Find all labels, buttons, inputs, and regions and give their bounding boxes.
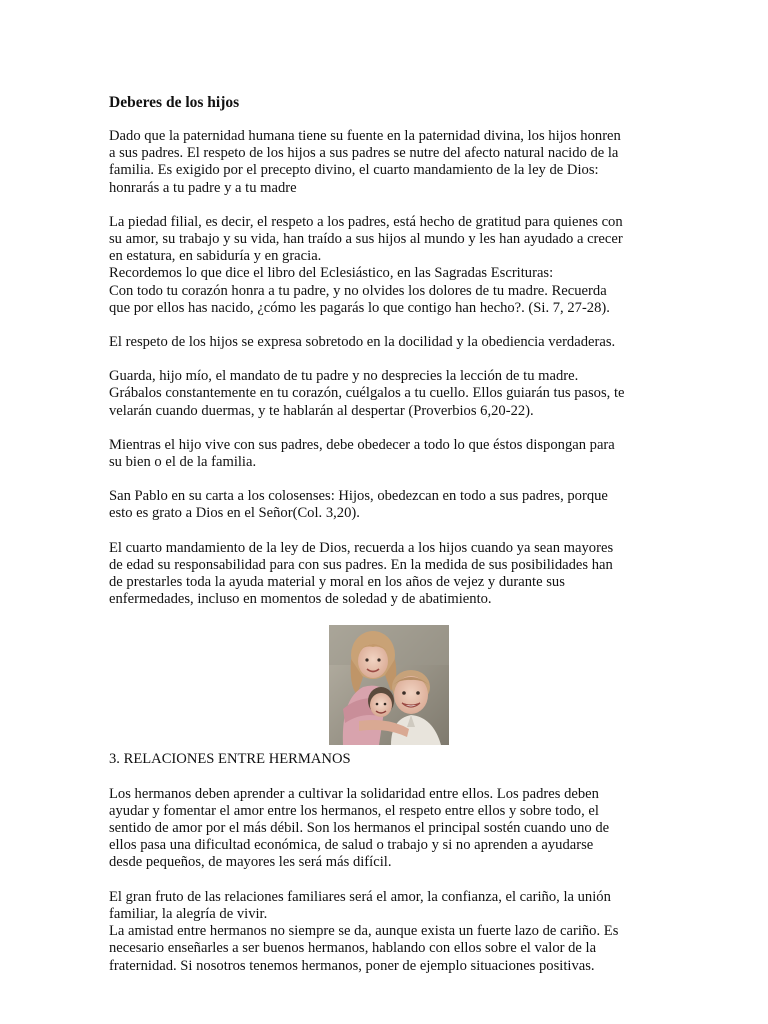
paragraph (109, 540, 669, 609)
text-line: El respeto de los hijos se expresa sobretodo en la docilidad y la obediencia verdaderas. (109, 334, 616, 351)
text-line: su bien o el de la familia. (109, 454, 257, 471)
paragraph (109, 437, 669, 471)
text-line: Guarda, hijo mío, el mandato de tu padre y no desprecies la lección de tu madre. (109, 368, 579, 385)
text-line: enfermedades, incluso en momentos de soledad y de abatimiento. (109, 591, 492, 608)
text-line: San Pablo en su carta a los colosenses: Hijos, obedezcan en todo a sus padres, porque (109, 488, 608, 505)
text-line: Los hermanos deben aprender a cultivar la solidaridad entre ellos. Los padres deben (109, 785, 599, 802)
text-line: familiar, la alegría de vivir. (109, 905, 268, 922)
section-title: 3. RELACIONES ENTRE HERMANOS (109, 751, 351, 768)
text-line: Mientras el hijo vive con sus padres, debe obedecer a todo lo que éstos dispongan para (109, 436, 615, 453)
text-line: Dado que la paternidad humana tiene su fuente en la paternidad divina, los hijos honren (109, 128, 621, 144)
text-line: de prestarles toda la ayuda material y moral en los años de vejez y durante sus (109, 574, 565, 591)
text-line: su amor, su trabajo y su vida, han traído a sus hijos al mundo y les han ayudado a crecer (109, 231, 623, 248)
text-line: a sus padres. El respeto de los hijos a sus padres se nutre del afecto natural nacido de la (109, 145, 619, 162)
text-line: necesario enseñarles a ser buenos hermanos, hablando con ellos sobre el valor de la (109, 940, 597, 957)
text-line: El cuarto mandamiento de la ley de Dios, recuerda a los hijos cuando ya sean mayores (109, 539, 614, 556)
text-line: Recordemos lo que dice el libro del Eclesiástico, en las Sagradas Escrituras: (109, 265, 554, 282)
paragraph (109, 488, 669, 522)
text-line: La amistad entre hermanos no siempre se da, aunque exista un fuerte lazo de cariño. Es (109, 923, 619, 940)
photo-container (109, 625, 669, 747)
text-line: Grábalos constantemente en tu corazón, cuélgalos a tu cuello. Ellos guiarán tus pasos, te (109, 385, 625, 402)
paragraph (109, 334, 669, 351)
text-line: velarán cuando duermas, y te hablarán al despertar (Proverbios 6,20-22). (109, 402, 534, 419)
text-line: esto es grato a Dios en el Señor(Col. 3,20). (109, 505, 360, 522)
text-line: desde pequeños, de mayores les será más difícil. (109, 854, 392, 871)
children-photo (329, 625, 449, 745)
text-line: que por ellos has nacido, ¿cómo les pagarás lo que contigo han hecho?. (Si. 7, 27-28). (109, 299, 610, 316)
document-heading: Deberes de los hijos (109, 94, 240, 111)
text-line: fraternidad. Si nosotros tenemos hermanos, poner de ejemplo situaciones positivas. (109, 957, 595, 974)
text-line: en estatura, en sabiduría y en gracia. (109, 248, 322, 265)
paragraphs-before-photo (109, 128, 669, 608)
paragraph (109, 786, 669, 872)
paragraphs-after-photo (109, 786, 669, 975)
paragraph (109, 128, 669, 197)
paragraph (109, 889, 669, 975)
text-line: ayudar y fomentar el amor entre los hermanos, el respeto entre ellos y sobre todo, el (109, 802, 599, 819)
text-line: Con todo tu corazón honra a tu padre, y no olvides los dolores de tu madre. Recuerda (109, 282, 607, 299)
text-line: La piedad filial, es decir, el respeto a los padres, está hecho de gratitud para quienes con (109, 213, 623, 230)
document-page (109, 94, 669, 992)
text-line: El gran fruto de las relaciones familiares será el amor, la confianza, el cariño, la unión (109, 888, 611, 905)
paragraph (109, 368, 669, 420)
paragraph (109, 214, 669, 317)
text-line: de edad su responsabilidad para con sus padres. En la medida de sus posibilidades han (109, 556, 613, 573)
text-line: ellos pasa una dificultad económica, de salud o trabajo y si no aprenden a ayudarse (109, 837, 594, 854)
text-line: sentido de amor por el más débil. Son los hermanos el principal sostén cuando uno de (109, 820, 610, 837)
text-line: honrarás a tu padre y a tu madre (109, 179, 297, 196)
text-line: familia. Es exigido por el precepto divino, el cuarto mandamiento de la ley de Dios: (109, 162, 599, 179)
